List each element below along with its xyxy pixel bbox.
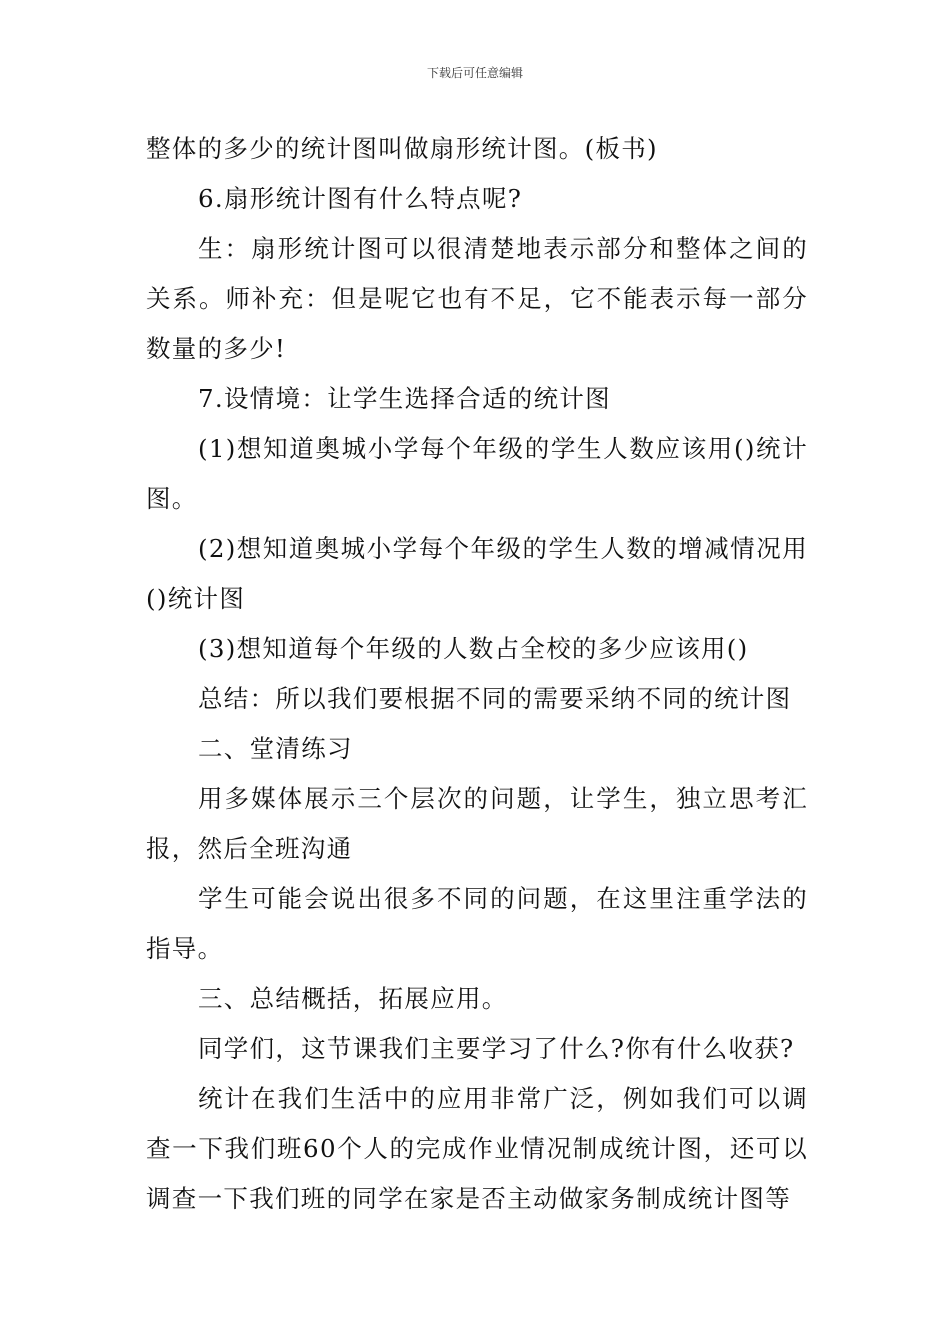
paragraph-13: 同学们，这节课我们主要学习了什么?你有什么收获? xyxy=(198,1034,795,1063)
paragraph-1: 整体的多少的统计图叫做扇形统计图。(板书) xyxy=(146,134,658,163)
section-heading-practice: 二、堂清练习 xyxy=(198,734,353,763)
paragraph-10: 用多媒体展示三个层次的问题，让学生，独立思考汇报，然后全班沟通 xyxy=(146,784,808,863)
paragraph-5: (1)想知道奥城小学每个年级的学生人数应该用()统计图。 xyxy=(146,434,808,513)
paragraph-6: (2)想知道奥城小学每个年级的学生人数的增减情况用()统计图 xyxy=(146,534,808,613)
paragraph-2: 6.扇形统计图有什么特点呢? xyxy=(198,184,523,213)
page-header-note: 下载后可任意编辑 xyxy=(426,66,523,80)
paragraph-4: 7.设情境：让学生选择合适的统计图 xyxy=(198,384,611,413)
paragraph-11: 学生可能会说出很多不同的问题，在这里注重学法的指导。 xyxy=(146,884,808,963)
document-body xyxy=(146,124,808,1224)
paragraph-8: 总结：所以我们要根据不同的需要采纳不同的统计图 xyxy=(198,684,792,713)
section-heading-summary: 三、总结概括，拓展应用。 xyxy=(198,984,508,1013)
paragraph-3: 生：扇形统计图可以很清楚地表示部分和整体之间的关系。师补充：但是呢它也有不足，它不能表示每一部分数量的多少! xyxy=(146,234,808,363)
paragraph-7: (3)想知道每个年级的人数占全校的多少应该用() xyxy=(198,634,749,663)
paragraph-14: 统计在我们生活中的应用非常广泛，例如我们可以调查一下我们班60个人的完成作业情况制成统计图，还可以调查一下我们班的同学在家是否主动做家务制成统计图等 xyxy=(146,1084,808,1213)
